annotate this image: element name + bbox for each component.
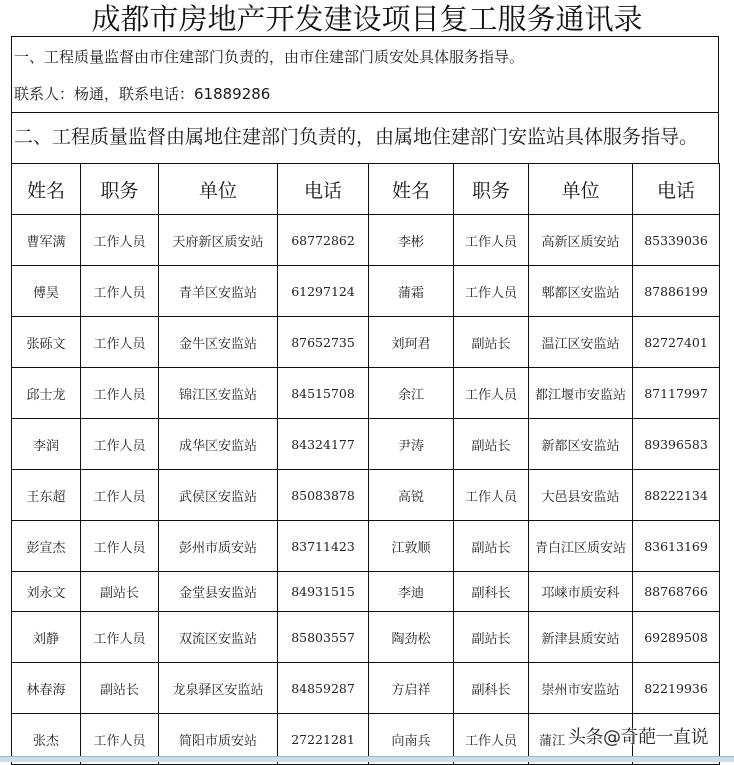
cell-title: 工作人员 <box>81 612 159 663</box>
cell-title: 工作人员 <box>81 470 159 521</box>
cell-name: 邱士龙 <box>12 368 81 419</box>
header-phone-left: 电话 <box>278 164 369 215</box>
cell-title: 工作人员 <box>81 521 159 572</box>
cell-name: 李彬 <box>369 215 454 266</box>
cell-name: 余江 <box>369 368 454 419</box>
cell-title: 副站长 <box>454 612 529 663</box>
cell-unit: 都江堰市安监站 <box>529 368 633 419</box>
watermark: 头条@奇葩一直说 <box>568 727 708 748</box>
cell-title: 工作人员 <box>81 714 159 765</box>
header-name-right: 姓名 <box>369 164 454 215</box>
cell-title: 副站长 <box>81 572 159 612</box>
cell-name: 尹涛 <box>369 419 454 470</box>
table-row <box>12 572 720 612</box>
contacts-table <box>11 163 720 765</box>
cell-unit: 青白江区质安站 <box>529 521 633 572</box>
cell-name: 向南兵 <box>369 714 454 765</box>
cell-phone: 85803557 <box>278 612 369 663</box>
cell-phone: 87652735 <box>278 317 369 368</box>
cell-title: 副站长 <box>454 521 529 572</box>
cell-title: 工作人员 <box>81 266 159 317</box>
cell-name: 彭宣杰 <box>12 521 81 572</box>
cell-phone: 85083878 <box>278 470 369 521</box>
cell-phone: 87886199 <box>633 266 720 317</box>
cell-phone: 84324177 <box>278 419 369 470</box>
cell-unit: 大邑县安监站 <box>529 470 633 521</box>
table-row <box>12 470 720 521</box>
cell-unit: 蒲江 <box>529 714 633 765</box>
section-city-level <box>11 36 719 113</box>
header-name-left: 姓名 <box>12 164 81 215</box>
cell-unit: 温江区安监站 <box>529 317 633 368</box>
cell-name: 张砾文 <box>12 317 81 368</box>
cell-phone: 61297124 <box>278 266 369 317</box>
cell-unit: 天府新区质安站 <box>159 215 278 266</box>
cell-title: 副站长 <box>454 317 529 368</box>
header-title-right: 职务 <box>454 164 529 215</box>
cell-name: 林春海 <box>12 663 81 714</box>
cell-name: 刘静 <box>12 612 81 663</box>
cell-title: 副站长 <box>454 419 529 470</box>
cell-unit: 崇州市安监站 <box>529 663 633 714</box>
section1-text: 一、工程质量监督由市住建部门负责的，由市住建部门质安处具体服务指导。 <box>14 48 525 66</box>
cell-phone: 69289508 <box>633 612 720 663</box>
cell-phone: 87117997 <box>633 368 720 419</box>
cell-name: 刘珂君 <box>369 317 454 368</box>
cell-name: 王东超 <box>12 470 81 521</box>
cell-phone: 27221281 <box>278 714 369 765</box>
cell-unit: 金牛区安监站 <box>159 317 278 368</box>
cell-name: 陶劲松 <box>369 612 454 663</box>
cell-name: 傅昊 <box>12 266 81 317</box>
cell-name: 李迪 <box>369 572 454 612</box>
cell-unit: 青羊区安监站 <box>159 266 278 317</box>
cell-phone: 84859287 <box>278 663 369 714</box>
table-row <box>12 612 720 663</box>
cell-unit: 简阳市质安站 <box>159 714 278 765</box>
cell-phone: 84515708 <box>278 368 369 419</box>
cell-unit: 邛崃市质安科 <box>529 572 633 612</box>
section1-contact: 联系人：杨通，联系电话：61889286 <box>14 85 271 103</box>
section2-text: 二、工程质量监督由属地住建部门负责的，由属地住建部门安监站具体服务指导。 <box>14 126 699 148</box>
cell-phone: 85339036 <box>633 215 720 266</box>
cell-title: 副科长 <box>454 663 529 714</box>
cell-unit: 新都区安监站 <box>529 419 633 470</box>
cell-title: 工作人员 <box>454 470 529 521</box>
header-unit-right: 单位 <box>529 164 633 215</box>
cell-name: 江敦顺 <box>369 521 454 572</box>
cell-title: 工作人员 <box>454 215 529 266</box>
cell-name: 方启祥 <box>369 663 454 714</box>
table-row <box>12 215 720 266</box>
cell-title: 工作人员 <box>81 419 159 470</box>
table-row <box>12 266 720 317</box>
cell-title: 工作人员 <box>454 266 529 317</box>
cell-unit: 武侯区安监站 <box>159 470 278 521</box>
cell-unit: 新津县质安站 <box>529 612 633 663</box>
cell-phone: 68772862 <box>278 215 369 266</box>
cell-phone: 83613169 <box>633 521 720 572</box>
cell-phone: 89396583 <box>633 419 720 470</box>
cell-phone: 84931515 <box>278 572 369 612</box>
cell-unit: 郫都区安监站 <box>529 266 633 317</box>
cell-title: 工作人员 <box>81 215 159 266</box>
cell-title: 工作人员 <box>454 714 529 765</box>
cell-unit: 成华区安监站 <box>159 419 278 470</box>
cell-unit: 龙泉驿区安监站 <box>159 663 278 714</box>
cell-unit: 金堂县安监站 <box>159 572 278 612</box>
cell-phone: 83711423 <box>278 521 369 572</box>
cell-phone: 88768766 <box>633 572 720 612</box>
table-row <box>12 521 720 572</box>
bottom-scroll-bar[interactable] <box>0 756 734 762</box>
table-row <box>12 419 720 470</box>
cell-title: 副站长 <box>81 663 159 714</box>
section-district-level <box>11 112 719 164</box>
cell-phone: 82727401 <box>633 317 720 368</box>
cell-phone: 88222134 <box>633 470 720 521</box>
table-row <box>12 317 720 368</box>
header-unit-left: 单位 <box>159 164 278 215</box>
cell-phone: 82219936 <box>633 663 720 714</box>
cell-name: 刘永文 <box>12 572 81 612</box>
cell-name: 蒲霜 <box>369 266 454 317</box>
header-title-left: 职务 <box>81 164 159 215</box>
table-row <box>12 368 720 419</box>
cell-unit: 双流区安监站 <box>159 612 278 663</box>
cell-name: 李润 <box>12 419 81 470</box>
cell-name: 张杰 <box>12 714 81 765</box>
cell-title: 工作人员 <box>81 368 159 419</box>
table-header-row <box>12 164 720 215</box>
cell-title: 工作人员 <box>454 368 529 419</box>
cell-name: 曹军满 <box>12 215 81 266</box>
table-row <box>12 663 720 714</box>
cell-title: 工作人员 <box>81 317 159 368</box>
page-title: 成都市房地产开发建设项目复工服务通讯录 <box>91 2 643 36</box>
cell-name: 高锐 <box>369 470 454 521</box>
cell-unit: 锦江区安监站 <box>159 368 278 419</box>
cell-unit: 彭州市质安站 <box>159 521 278 572</box>
cell-unit: 高新区质安站 <box>529 215 633 266</box>
cell-title: 副科长 <box>454 572 529 612</box>
header-phone-right: 电话 <box>633 164 720 215</box>
